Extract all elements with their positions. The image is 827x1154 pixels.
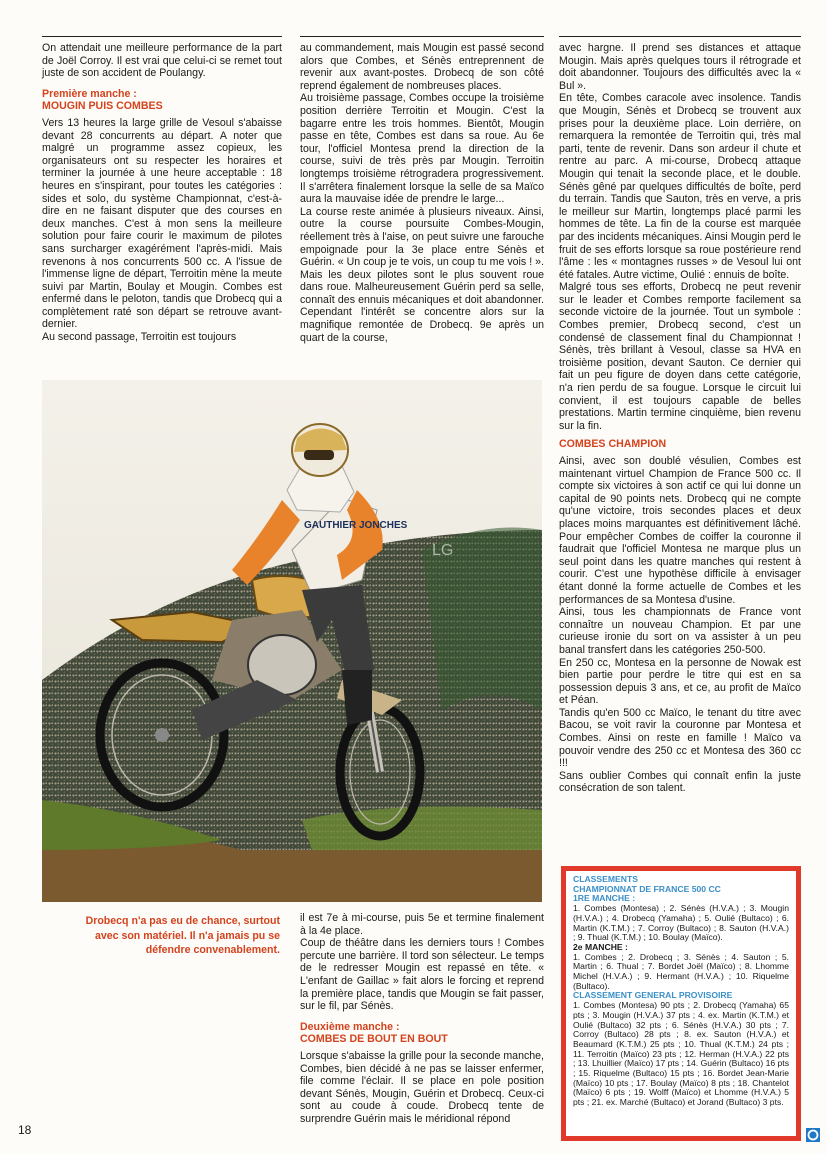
rider-bib-text: GAUTHIER JONCHES (304, 520, 408, 531)
results-box (561, 866, 801, 1141)
general-standings-title: CLASSEMENT GENERAL PROVISOIRE (573, 990, 733, 1001)
body-paragraph: Au second passage, Terroitin est toujours (42, 331, 237, 344)
photo-caption: Drobecq n'a pas eu de chance, surtout avec son matériel. Il n'a jamais pu se défendre convenablement. (85, 915, 280, 957)
body-paragraph: Lorsque s'abaisse la grille pour la seconde manche, Combes, bien décidé à ne pas se laisser enfermer, file comme l'éclair. Il se place en pole position devant Sénès, Mougin, Guérin et Drobecq. Ceux-ci sont au coude à coude. Drobecq tente de surprendre Guérin mais le méridional répond (300, 1049, 544, 1125)
body-paragraph: Ainsi, tous les championnats de France vont connaître un nouveau Champion. Et par une curieuse ironie du sort on va assister à un peu banal transfert dans les catégories 250-500. (559, 606, 801, 656)
second-race-results: 1. Combes ; 2. Drobecq ; 3. Sénès ; 4. Sauton ; 5. Martin ; 6. Thual ; 7. Bordet Joël (Maïco) ; 8. Lhomme Michel (H.V.A.) ; 9. Hermant (H.V.A.) ; 10. Riquelme (Bultaco). (573, 951, 789, 991)
general-standings: 1. Combes (Montesa) 90 pts ; 2. Drobecq (Yamaha) 65 pts ; 3. Mougin (H.V.A.) 37 pts ; 4. ex. Martin (K.T.M.) et Oulié (Bultaco) 32 pts ; 6. Sénès (H.V.A.) 30 pts ; 7. Corroy (Bultaco) 28 pts ; 8. ex. Sauton (H.V.A.) et Beaumard (K.T.M.) 25 pts ; 10. Thual (K.T.M.) 24 pts ; 11. Terroitin (Maïco) 23 pts ; 12. Herman (H.V.A.) 22 pts ; 13. Lhuillier (Maïco) 17 pts ; 14. Guérin (Bultaco) 16 pts ; 15. Riquelme (Bultaco) 15 pts ; 16. Bordet Jean-Marie (Maïco) 10 pts ; 17. Boulay (Maïco) 8 pts ; 18. Chantelot (Maïco) 6 pts ; 19. Wolff (Maïco) et Lhomme (H.V.A.) 5 pts ; 21. ex. Marché (Bultaco) et Jorand (Bultaco) 3 pts. (573, 1000, 789, 1108)
body-paragraph: En tête, Combes caracole avec insolence. Tandis que Mougin, Sénès et Drobecq se trouvent aux prises pour la deuxième place. Loin derrière, on remarquera la remontée de Terroitin qui, très mal parti, tente de revenir. Dans son ardeur il chute et rentre au parc. A mi-course, Drobecq attaque Mougin qui tenait la seconde place, et le double. Sénès gêné par quelques difficultés de boîte, perd du terrain. Tandis que Sauton, très en verve, a pris le meilleur sur Martin, longtemps placé parmi les hommes de tête. La fin de la course est marquée par des incidents mécaniques. Ainsi Mougin perd le fruit de ses efforts lorsque sa roue postérieure rend l'âme : les « montagnes russes » de Vesoul lui ont été fatales. Autre victime, Oulié : ennuis de boîte. (559, 92, 801, 281)
section-heading-label: Première manche : (42, 87, 137, 100)
section-heading-title: COMBES CHAMPION (559, 438, 667, 451)
column-3 (559, 42, 801, 795)
body-paragraph: Ainsi, avec son doublé vésulien, Combes est maintenant virtuel Champion de France 500 cc. Il compte six victoires à son actif ce qui lui donne un capital de 90 points nets. Drobecq qui ne compte qu'une victoire, trois secondes places et deux places moins marquantes est définitivement lâché. Pour empêcher Combes de coiffer la couronne il faudrait que l'officiel Montesa ne marque plus un seul point dans les quatre manches qui restent à courir. C'est une hypothèse difficile à envisager étant donné la forme actuelle de Combes et les performances de sa Montesa d'usine. (559, 455, 801, 606)
page-number: 18 (18, 1123, 32, 1137)
top-rule-mid (300, 36, 544, 37)
photo-watermark: LG (432, 542, 454, 559)
corner-logo-icon (806, 1128, 820, 1142)
body-paragraph: Tandis qu'en 500 cc Maïco, le tenant du titre avec Bacou, se voit ravir la couronne par Montesa et Combes. Ainsi on reste en famille ! Maïco va pouvoir vendre des 250 cc et Montesa des 360 cc !!! (559, 706, 801, 770)
top-rule-right (559, 36, 801, 37)
first-race-results: 1. Combes (Montesa) ; 2. Sénès (H.V.A.) ; 3. Mougin (H.V.A.) ; 4. Drobecq (Yamaha) ; 5. Oulié (Bultaco) ; 6. Martin (K.T.M.) ; 7. Corroy (Bultaco) ; 8. Sauton (H.V.A.) ; 9. Thual (K.T.M.) ; 10. Boulay (Maïco). (573, 903, 789, 943)
body-paragraph: au commandement, mais Mougin est passé second alors que Combes, et Sénès entreprennent de revenir aux avant-postes. Drobecq de son côté reprend également de nombreuses places. (300, 42, 544, 92)
body-paragraph: Sans oublier Combes qui connaît enfin la juste consécration de son talent. (559, 769, 801, 795)
body-paragraph: La course reste animée à plusieurs niveaux. Ainsi, outre la course poursuite Combes-Mougin, réellement très à l'aise, on peut suivre une farouche empoignade pour la 3e place entre Sénès et Guérin. « Un coup je te vois, un coup tu me vois ! ». Mais les deux pilotes sont le plus souvent roue dans roue. Malheureusement Guérin perd sa selle, connaît des ennuis mécaniques et doit abandonner. Cependant l'intérêt se concentre alors sur la magnifique remontée de Drobecq. 9e après un quart de la course, (300, 205, 544, 344)
first-race-title: 1RE MANCHE : (573, 893, 636, 904)
intro-paragraph: On attendait une meilleure performance de la part de Joël Corroy. Il est vrai que celui-ci se remet tout juste de son accident de Poulangy. (42, 42, 282, 80)
column-1 (42, 42, 282, 344)
column-2-top (300, 42, 544, 344)
body-paragraph: Au troisième passage, Combes occupe la troisième position derrière Terroitin et Mougin. C'est la bagarre entre les trois hommes. Bientôt, Mougin passe en tête, Combes est dans sa roue. Au 6e tour, l'officiel Montesa prend la direction de la course, suivi de très près par Mougin. Terroitin longtemps troisième rétrogradera progressivement. Il s'arrêtera finalement lorsque la selle de sa Maïco aura la mauvaise idée de prendre le large... (300, 92, 544, 206)
body-paragraph: Coup de théâtre dans les derniers tours ! Combes percute une barrière. Il tord son sélecteur. Le temps de le redresser Mougin est repassé en tête. « L'enfant de Gaillac » fait alors le forcing et reprend la première place, tandis que Mougin se fait passer, sur le fil, par Sénès. (300, 937, 544, 1013)
results-title: CLASSEMENTS (573, 874, 638, 884)
body-paragraph: Malgré tous ses efforts, Drobecq ne peut revenir sur le leader et Combes remporte facilement sa seconde victoire de la journée. Tout un symbole : Combes premier, Drobecq second, c'est un condensé de classement final du Championnat ! Sénès, très brillant à Vesoul, classe sa HVA en troisième position, devant Sauton. Ce dernier qui fait un peu figure de doyen dans cette catégorie, n'a rien perdu de sa fougue. Lorsque le circuit lui convient, il est toujours capable de belles prestations. Martin termine cinquième, bien revenu sur la fin. (559, 281, 801, 432)
column-2-bottom (300, 912, 544, 1126)
section-heading-title: MOUGIN PUIS COMBES (42, 100, 163, 113)
motocross-photo (42, 380, 542, 902)
body-paragraph: En 250 cc, Montesa en la personne de Nowak est bien partie pour perdre le titre qui est en sa possession depuis 3 ans, et ce, au profit de Maïco et Péan. (559, 656, 801, 707)
top-rule-left (42, 36, 282, 37)
second-race-title: 2e MANCHE : (573, 941, 628, 952)
body-paragraph: Vers 13 heures la large grille de Vesoul s'abaisse devant 28 concurrents au départ. A noter que malgré un programme assez copieux, les organisateurs ont su respecter les horaires et terminer la journée à une heure acceptable : 18 heures en s'inspirant, pour toutes les catégories : sides et solo, du système Championnat, c'est-à-dire en ne faisant disputer que des courses en deux manches. C'est à mon sens la meilleure solution pour faire courir le maximum de pilotes sans surcharger exagérément l'après-midi. Mais revenons à nos concurrents 500 cc. A l'issue de l'immense ligne de départ, Terroitin mène la meute suivi par Martin, Boulay et Mougin. Combes est enfermé dans le peloton, tandis que Drobecq qui a complètement raté son départ se retrouve avant-dernier. (42, 116, 282, 331)
championship-title: CHAMPIONNAT DE FRANCE 500 CC (573, 883, 721, 894)
section-heading-title: COMBES DE BOUT EN BOUT (300, 1033, 448, 1046)
section-heading-label: Deuxième manche : (300, 1020, 400, 1033)
body-paragraph: avec hargne. Il prend ses distances et attaque Mougin. Mais après quelques tours il rétrograde et doit abandonner. Toujours des difficultés avec la « Bul ». (559, 42, 801, 92)
body-paragraph: il est 7e à mi-course, puis 5e et termine finalement à la 4e place. (300, 912, 544, 937)
